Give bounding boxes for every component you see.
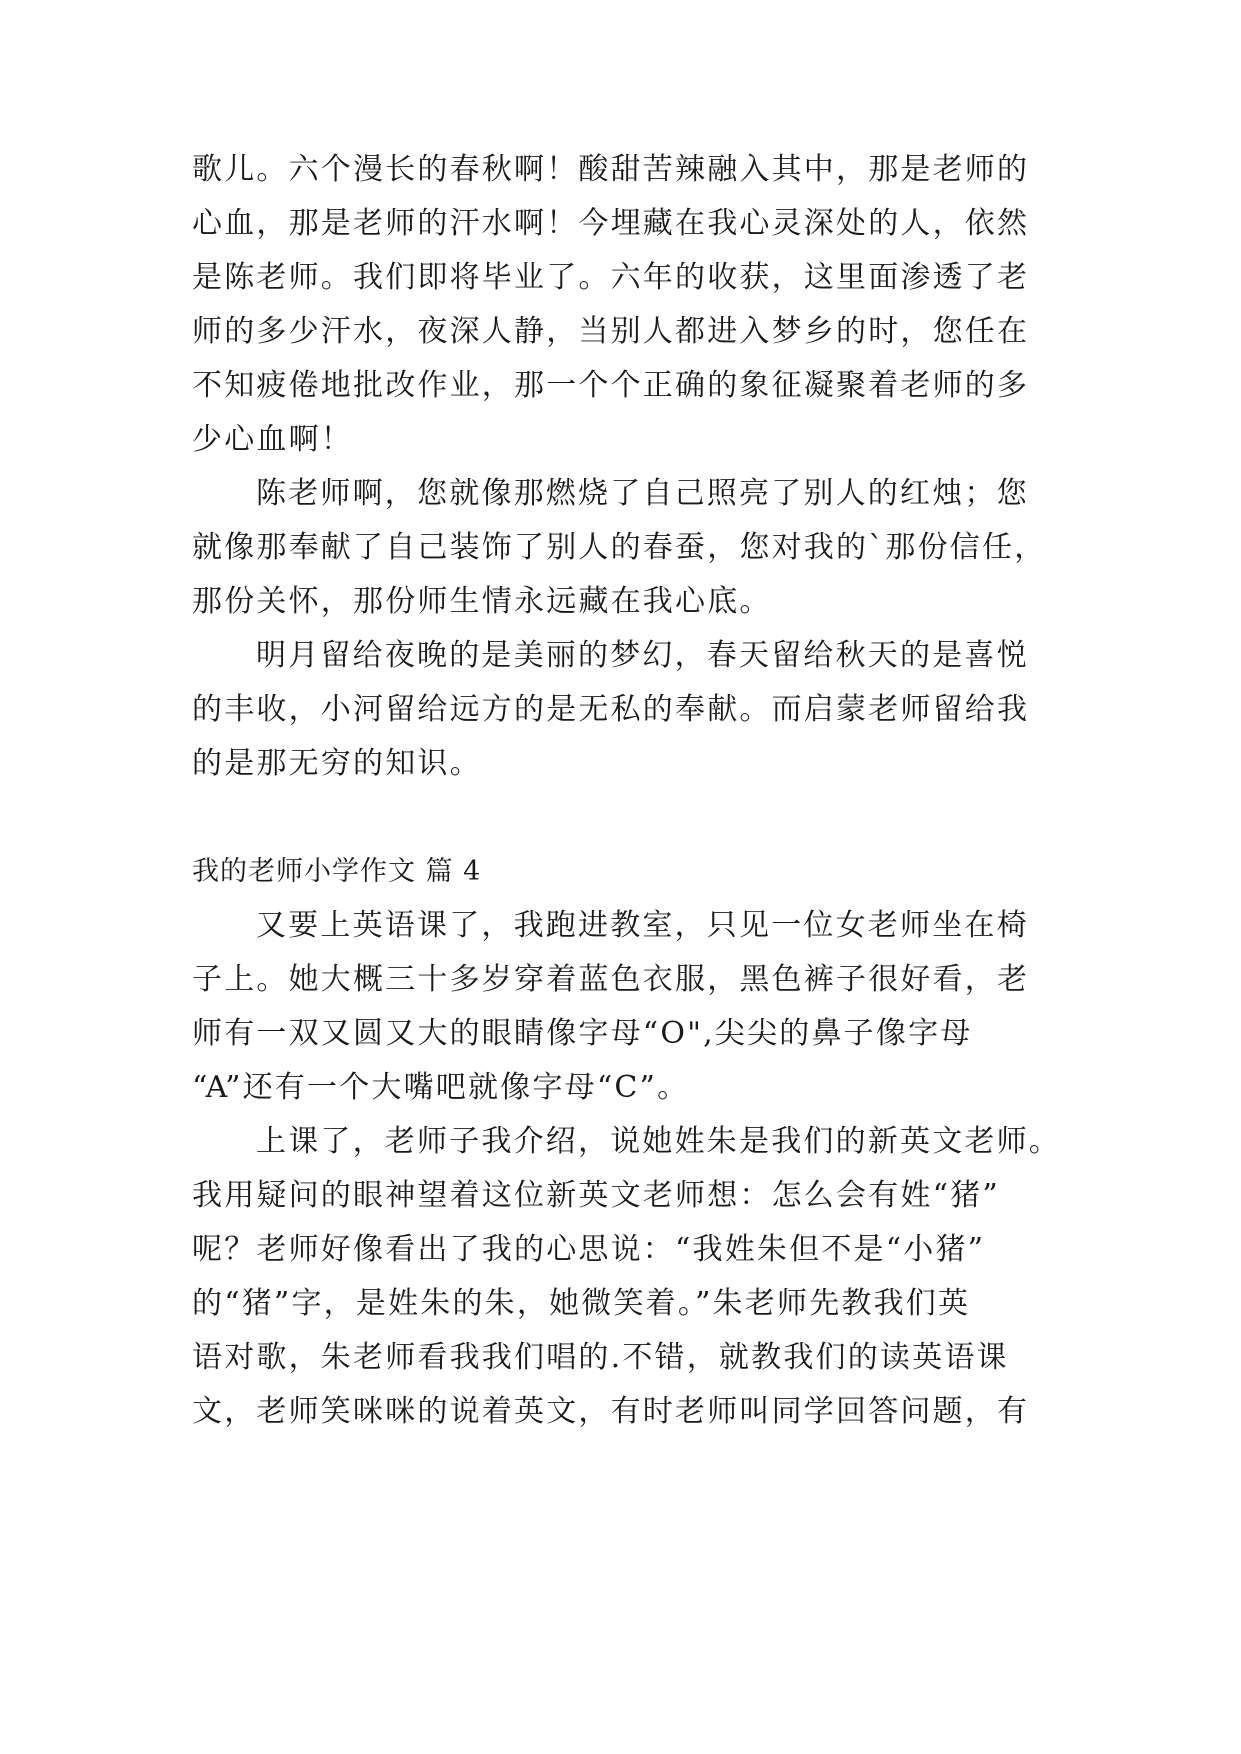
text-line: 上课了，老师子我介绍，说她姓朱是我们的新英文老师。 [256, 1124, 1061, 1159]
text-line: 文，老师笑咪咪的说着英文，有时老师叫同学回答问题，有 [192, 1394, 1030, 1429]
text-line: 子上。她大概三十多岁穿着蓝色衣服，黑色裤子很好看，老 [192, 962, 1030, 997]
text-line: 师的多少汗水，夜深人静，当别人都进入梦乡的时，您任在 [192, 314, 1030, 349]
text-line: 呢？老师好像看出了我的心思说：“我姓朱但不是“小猪” [192, 1232, 986, 1267]
text-line: 歌儿。六个漫长的春秋啊！酸甜苦辣融入其中，那是老师的 [192, 152, 1030, 187]
text-line: 那份关怀，那份师生情永远藏在我心底。 [192, 584, 772, 619]
text-line: 少心血啊！ [192, 422, 353, 457]
text-line: “A”还有一个大嘴吧就像字母“C”。 [192, 1070, 690, 1105]
text-line: 陈老师啊，您就像那燃烧了自己照亮了别人的红烛；您 [256, 476, 1029, 511]
section-heading: 我的老师小学作文 篇 4 [192, 856, 482, 887]
text-line: 的是那无穷的知识。 [192, 746, 482, 781]
text-line: 心血，那是老师的汗水啊！今埋藏在我心灵深处的人，依然 [192, 206, 1030, 241]
text-line: 是陈老师。我们即将毕业了。六年的收获，这里面渗透了老 [192, 260, 1030, 295]
text-line: 师有一双又圆又大的眼睛像字母“O",尖尖的鼻子像字母 [192, 1016, 973, 1051]
text-line: 不知疲倦地批改作业，那一个个正确的象征凝聚着老师的多 [192, 368, 1030, 403]
text-line: 的“猪”字，是姓朱的朱，她微笑着。”朱老师先教我们英 [192, 1286, 971, 1321]
text-line: 又要上英语课了，我跑进教室，只见一位女老师坐在椅 [256, 908, 1029, 943]
text-line: 明月留给夜晚的是美丽的梦幻，春天留给秋天的是喜悦 [256, 638, 1029, 673]
text-line: 语对歌，朱老师看我我们唱的.不错，就教我们的读英语课 [192, 1340, 1009, 1375]
text-line: 的丰收，小河留给远方的是无私的奉献。而启蒙老师留给我 [192, 692, 1030, 727]
text-line: 我用疑问的眼神望着这位新英文老师想：怎么会有姓“猪” [192, 1178, 1000, 1213]
text-line: 就像那奉献了自己装饰了别人的春蚕，您对我的`那份信任， [192, 530, 1047, 565]
